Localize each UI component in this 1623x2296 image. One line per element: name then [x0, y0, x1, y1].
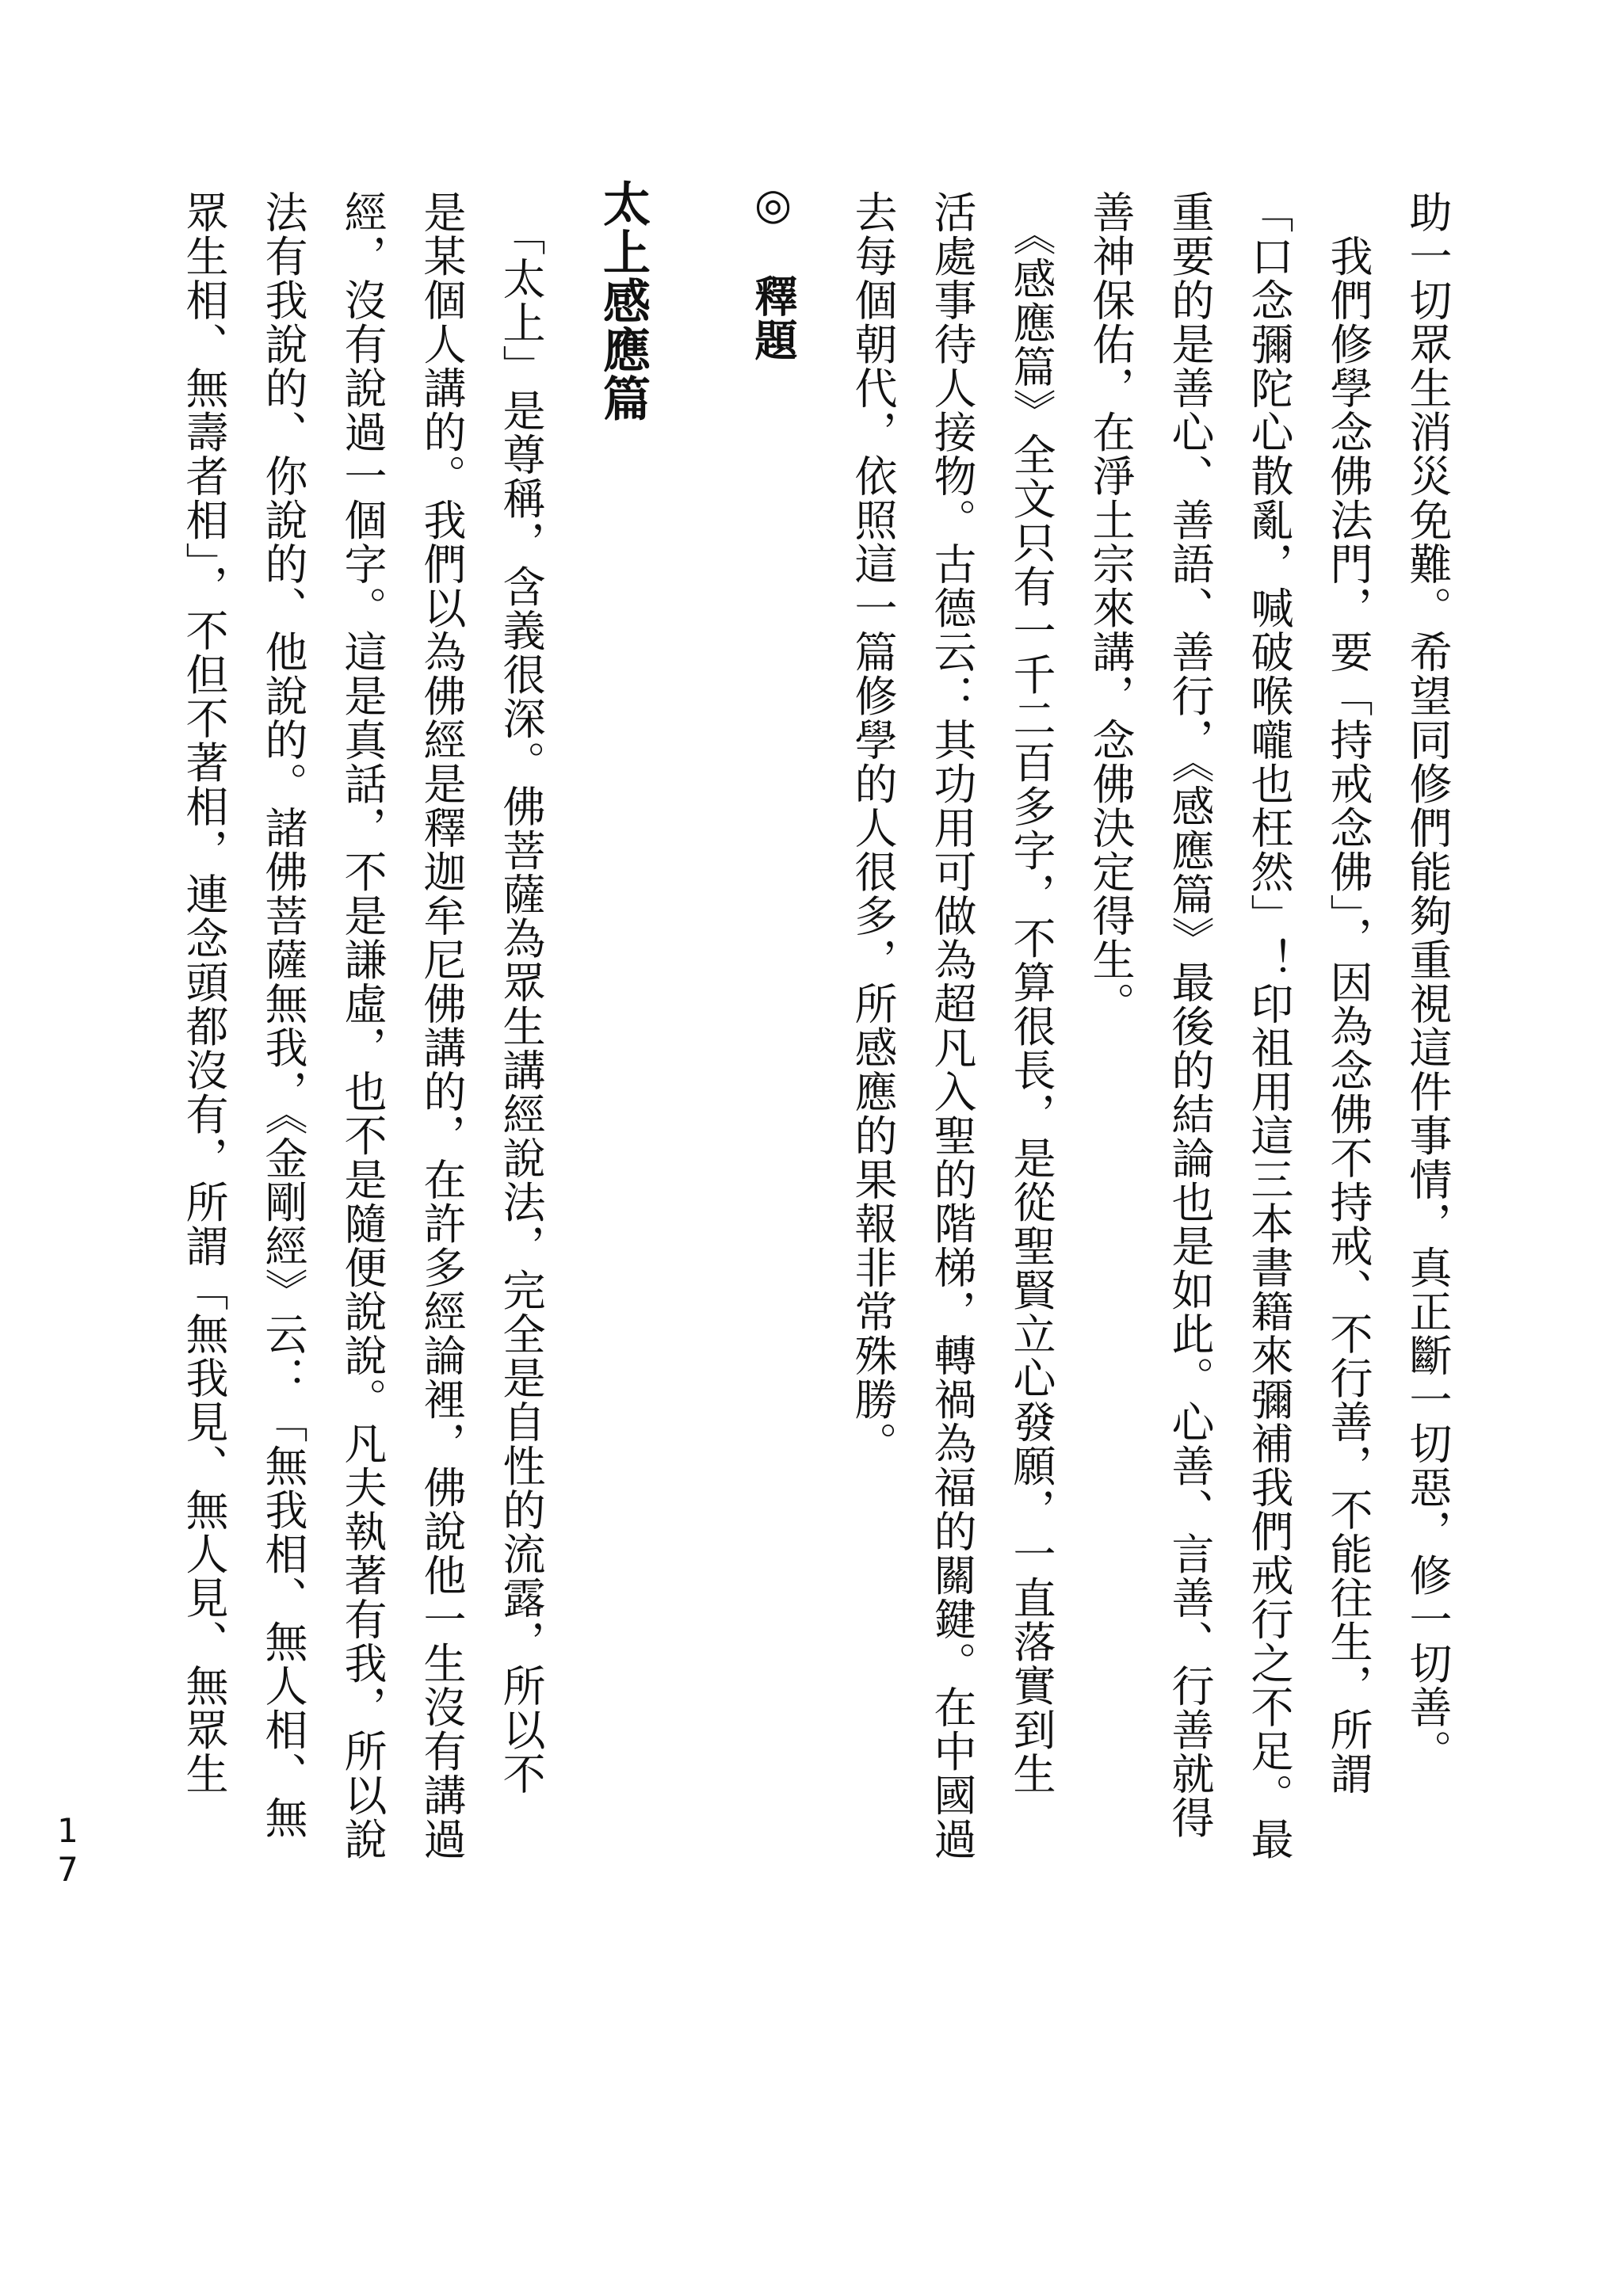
text-column: 《感應篇》全文只有一千二百多字，不算很長，是從聖賢立心發願，一直落實到生: [1006, 190, 1056, 1796]
page-title: 太上感應篇: [595, 179, 651, 423]
text-column: 法有我說的、你說的、他說的。諸佛菩薩無我，《金剛經》云：「無我相、無人相、無: [258, 190, 308, 1840]
text-column: 是某個人講的。我們以為佛經是釋迦牟尼佛講的，在許多經論裡，佛說他一生沒有講過: [417, 190, 467, 1861]
section-title: ◎ 釋題: [748, 179, 798, 362]
text-column: 去每個朝代，依照這一篇修學的人很多，所感應的果報非常殊勝。: [848, 190, 898, 1466]
text-column: 我們修學念佛法門，要「持戒念佛」，因為念佛不持戒、不行善，不能往生，所謂: [1323, 190, 1373, 1796]
text-column: 善神保佑，在淨土宗來講，念佛決定得生。: [1086, 190, 1136, 1026]
page-number: 17: [48, 1811, 87, 1889]
text-column: 活處事待人接物。古德云：其功用可做為超凡入聖的階梯，轉禍為福的關鍵。在中國過: [927, 190, 977, 1861]
text-column: 助一切眾生消災免難。希望同修們能夠重視這件事情，真正斷一切惡，修一切善。: [1403, 190, 1453, 1773]
text-column: 眾生相、無壽者相」，不但不著相，連念頭都沒有，所謂「無我見、無人見、無眾生: [179, 190, 229, 1796]
text-column: 「口念彌陀心散亂，喊破喉嚨也枉然」！印祖用這三本書籍來彌補我們戒行之不足。最: [1244, 190, 1294, 1861]
text-column: 重要的是善心、善語、善行，《感應篇》最後的結論也是如此。心善、言善、行善就得: [1165, 190, 1215, 1840]
text-column: 「太上」是尊稱，含義很深。佛菩薩為眾生講經說法，完全是自性的流露，所以不: [496, 190, 546, 1796]
text-column: 經，沒有說過一個字。這是真話，不是謙虛，也不是隨便說說。凡夫執著有我，所以說: [338, 190, 388, 1861]
